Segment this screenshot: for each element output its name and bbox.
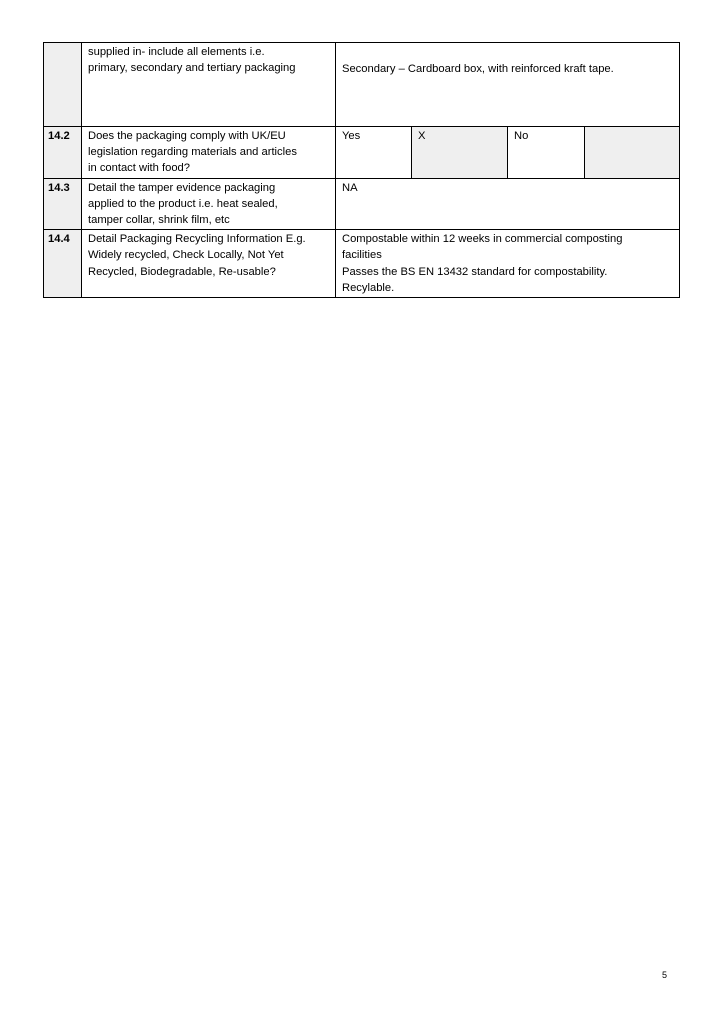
- question-line: in contact with food?: [88, 162, 190, 175]
- question-line: Detail the tamper evidence packaging: [88, 181, 276, 194]
- row-number: 14.3: [44, 178, 82, 230]
- answer-line: NA: [342, 181, 358, 194]
- yes-mark-cell[interactable]: X: [412, 127, 508, 179]
- no-label-cell: No: [508, 127, 585, 179]
- row-number: 14.4: [44, 230, 82, 298]
- answer-line: Secondary – Cardboard box, with reinforced kraft tape.: [342, 63, 614, 75]
- answer-line: Recylable.: [342, 281, 395, 294]
- answer-cell: [336, 230, 680, 298]
- yes-label-cell: Yes: [336, 127, 412, 179]
- question-line: primary, secondary and tertiary packaging: [88, 62, 296, 75]
- no-mark-cell[interactable]: [585, 127, 680, 179]
- question-line: supplied in- include all elements i.e.: [88, 46, 265, 58]
- question-line: Widely recycled, Check Locally, Not Yet: [88, 249, 284, 262]
- answer-cell: [336, 178, 680, 230]
- question-cell: [82, 178, 336, 230]
- question-cell: [82, 127, 336, 179]
- question-line: Detail Packaging Recycling Information E.g.: [88, 233, 306, 246]
- table-row-14-2: [44, 127, 680, 179]
- answer-cell: [336, 43, 680, 127]
- row-number: 14.2: [44, 127, 82, 179]
- question-line: Does the packaging comply with UK/EU: [88, 130, 286, 142]
- answer-line: facilities: [342, 249, 382, 262]
- table-row-packaging-supplied: [44, 43, 680, 127]
- question-line: legislation regarding materials and articles: [88, 146, 297, 159]
- row-number: [44, 43, 82, 127]
- answer-line: Passes the BS EN 13432 standard for compostability.: [342, 265, 608, 278]
- question-cell: [82, 43, 336, 127]
- question-line: applied to the product i.e. heat sealed,: [88, 197, 278, 210]
- question-line: tamper collar, shrink film, etc: [88, 214, 230, 227]
- question-cell: [82, 230, 336, 298]
- packaging-spec-table: [43, 42, 680, 298]
- table-row-14-4: [44, 230, 680, 298]
- table-row-14-3: [44, 178, 680, 230]
- page-number: 5: [662, 970, 668, 980]
- answer-line: Compostable within 12 weeks in commercial composting: [342, 233, 623, 246]
- question-line: Recycled, Biodegradable, Re-usable?: [88, 265, 276, 278]
